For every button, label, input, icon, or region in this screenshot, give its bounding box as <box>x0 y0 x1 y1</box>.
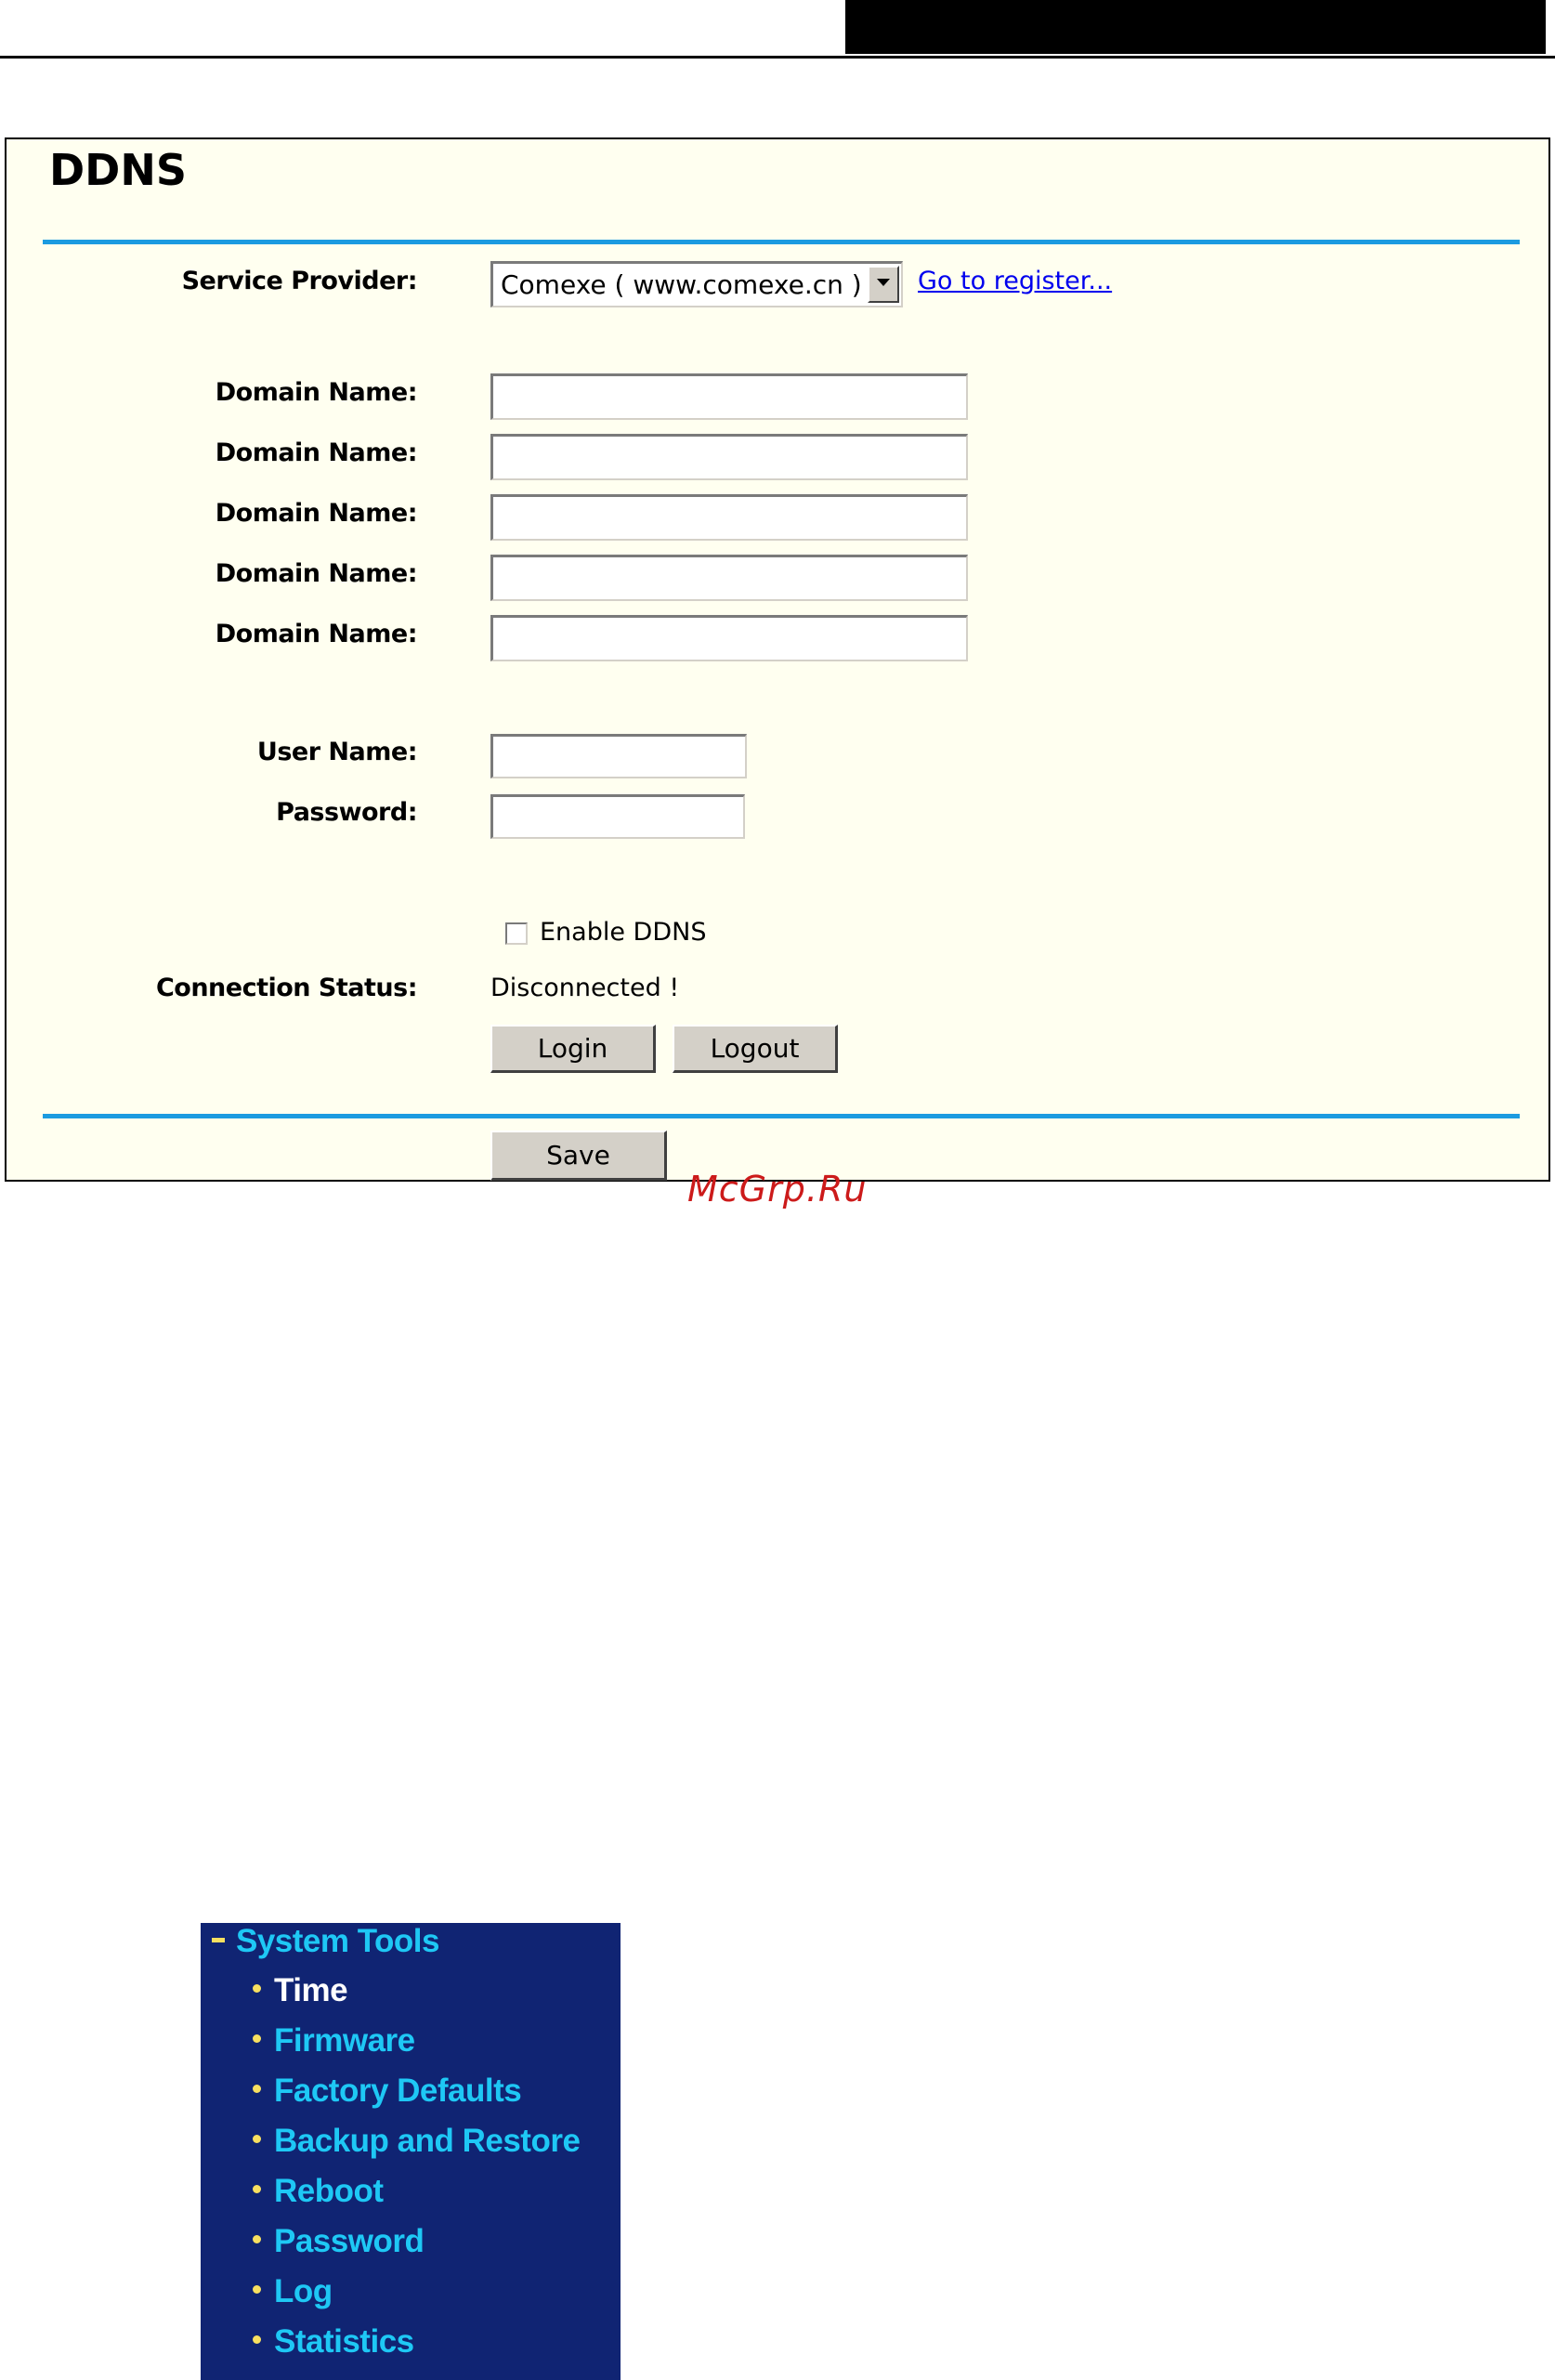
bullet-icon <box>253 2185 261 2193</box>
connection-status-value: Disconnected ! <box>490 974 680 1002</box>
menu-item-statistics[interactable] <box>253 2323 414 2360</box>
logout-button[interactable]: Logout <box>673 1025 838 1073</box>
connection-status-label: Connection Status: <box>155 974 417 1002</box>
page-title: DDNS <box>49 145 187 195</box>
domain-name-input-3[interactable] <box>490 494 968 541</box>
bullet-icon <box>253 2285 261 2294</box>
menu-item-firmware[interactable] <box>253 2022 415 2060</box>
bullet-icon <box>253 2235 261 2243</box>
menu-item-factory-defaults[interactable] <box>253 2073 521 2110</box>
dropdown-button[interactable] <box>868 266 899 303</box>
menu-item-backup-and-restore[interactable] <box>253 2123 580 2160</box>
menu-header-label: System Tools <box>236 1923 439 1959</box>
domain-name-label-4: Domain Name: <box>215 559 417 588</box>
system-tools-menu <box>201 1923 621 2380</box>
service-provider-value: Comexe ( www.comexe.cn ) <box>501 269 862 300</box>
domain-name-input-4[interactable] <box>490 555 968 601</box>
service-provider-select[interactable] <box>490 261 903 307</box>
menu-item-log[interactable] <box>253 2273 333 2310</box>
enable-ddns-label: Enable DDNS <box>540 918 707 947</box>
login-button[interactable]: Login <box>490 1025 656 1073</box>
ddns-panel <box>5 137 1550 1182</box>
menu-item-label: Reboot <box>274 2173 384 2209</box>
enable-ddns-checkbox[interactable] <box>505 922 528 945</box>
bullet-icon <box>253 1984 261 1993</box>
password-label: Password: <box>276 798 417 827</box>
domain-name-label-2: Domain Name: <box>215 438 417 467</box>
bullet-icon <box>253 2135 261 2143</box>
menu-item-label: Factory Defaults <box>274 2073 522 2109</box>
menu-item-time[interactable] <box>253 1972 347 2009</box>
menu-item-label: Backup and Restore <box>274 2123 581 2159</box>
menu-item-label: Password <box>274 2223 425 2259</box>
domain-name-label-5: Domain Name: <box>215 620 417 648</box>
menu-header-system-tools[interactable] <box>210 1923 439 1960</box>
menu-item-label: Statistics <box>274 2323 414 2360</box>
domain-name-input-1[interactable] <box>490 373 968 420</box>
bullet-icon <box>253 2034 261 2043</box>
register-link[interactable]: Go to register... <box>918 267 1113 295</box>
top-divider <box>43 240 1520 244</box>
bullet-icon <box>253 2335 261 2344</box>
domain-name-input-5[interactable] <box>490 615 968 661</box>
menu-item-label: Firmware <box>274 2022 415 2059</box>
header-black-bar <box>845 0 1546 54</box>
bullet-icon <box>253 2085 261 2093</box>
save-button[interactable]: Save <box>490 1131 667 1181</box>
domain-name-input-2[interactable] <box>490 434 968 480</box>
chevron-down-icon <box>877 279 890 287</box>
header-rule <box>0 56 1555 59</box>
collapse-minus-icon <box>212 1938 225 1942</box>
username-input[interactable] <box>490 734 747 778</box>
menu-item-label: Time <box>274 1972 348 2008</box>
menu-item-reboot[interactable] <box>253 2173 384 2210</box>
menu-item-password[interactable] <box>253 2223 424 2260</box>
password-input[interactable] <box>490 794 745 839</box>
service-provider-label: Service Provider: <box>181 267 417 295</box>
menu-item-label: Log <box>274 2273 333 2309</box>
domain-name-label-3: Domain Name: <box>215 499 417 528</box>
domain-name-label-1: Domain Name: <box>215 378 417 407</box>
username-label: User Name: <box>256 738 417 766</box>
watermark-text: McGrp.Ru <box>687 1169 868 1210</box>
bottom-divider <box>43 1114 1520 1118</box>
